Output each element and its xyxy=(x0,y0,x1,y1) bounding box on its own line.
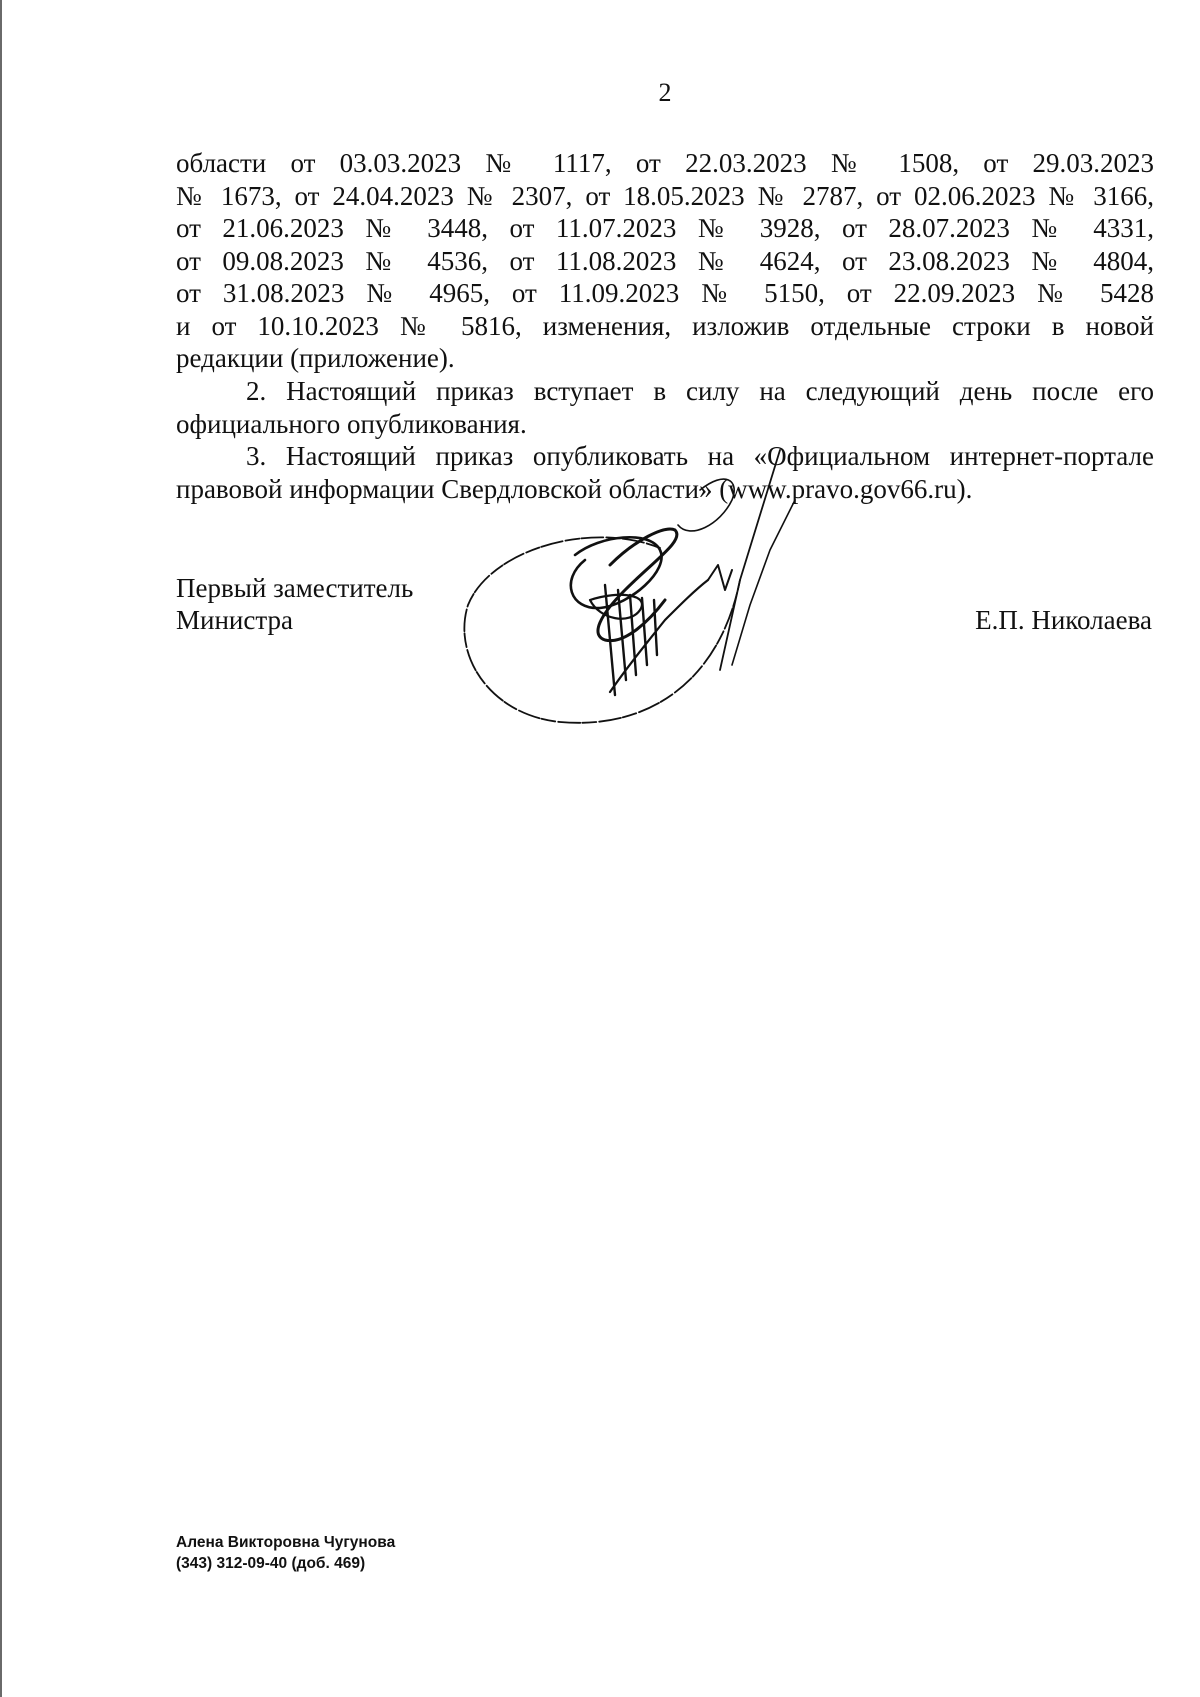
paragraph-line: от 31.08.2023 № 4965, от 11.09.2023 № 5150, от 22.09.2023 № 5428 xyxy=(176,278,1154,308)
paragraph-line: 2. Настоящий приказ вступает в силу на следующий день после его xyxy=(246,376,1154,406)
executor-phone: (343) 312-09-40 (доб. 469) xyxy=(176,1555,366,1572)
executor-info xyxy=(176,1532,395,1574)
paragraph-line: области от 03.03.2023 № 1117, от 22.03.2023 № 1508, от 29.03.2023 xyxy=(176,148,1154,178)
page-number: 2 xyxy=(658,78,672,107)
paragraph-line: от 21.06.2023 № 3448, от 11.07.2023 № 3928, от 28.07.2023 № 4331, xyxy=(176,213,1154,243)
executor-name: Алена Викторовна Чугунова xyxy=(176,1534,396,1551)
scan-edge-line xyxy=(0,0,2,1697)
paragraph-line: правовой информации Свердловской области» (www.pravo.gov66.ru). xyxy=(176,473,973,504)
paragraph-line: редакции (приложение). xyxy=(176,343,455,373)
signer-title xyxy=(176,572,413,636)
paragraph-amendments xyxy=(176,147,1154,375)
paragraph-line: официального опубликования. xyxy=(176,408,527,439)
paragraph-line: от 09.08.2023 № 4536, от 11.08.2023 № 4624, от 23.08.2023 № 4804, xyxy=(176,245,1154,276)
signer-title-line: Первый заместитель xyxy=(176,573,414,603)
paragraph-line: № 1673, от 24.04.2023 № 2307, от 18.05.2023 № 2787, от 02.06.2023 № 3166, xyxy=(176,180,1154,211)
signer-title-line: Министра xyxy=(176,605,293,635)
paragraph-line: и от 10.10.2023 № 5816, изменения, изложив отдельные строки в новой xyxy=(176,310,1154,341)
handwritten-signature xyxy=(450,430,850,760)
signer-name: Е.П. Николаева xyxy=(975,605,1152,635)
paragraph-line: 3. Настоящий приказ опубликовать на «Официальном интернет-портале xyxy=(246,441,1154,471)
